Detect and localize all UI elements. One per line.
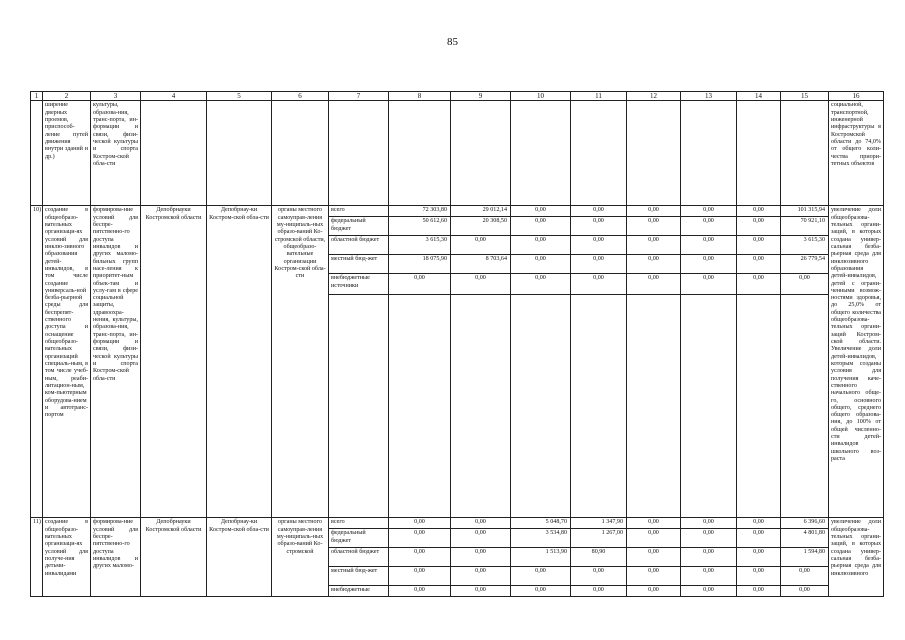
value-cell: 0,00 [681,518,737,529]
cell [627,295,681,518]
value-cell: 0,00 [737,255,781,274]
cell [511,101,571,206]
column-header: 11 [571,92,627,101]
value-cell: 0,00 [511,206,571,217]
source-cell: внебюджетные источники [329,274,389,295]
column-header: 2 [43,92,91,101]
cell: формирова-ние условий для беспре-пятственно-го доступа инвалидов и других маломо- [91,518,141,597]
value-cell: 0,00 [681,217,737,236]
value-cell: 0,00 [681,274,737,295]
value-cell: 0,00 [627,255,681,274]
value-cell: 0,00 [737,274,781,295]
row-number: 10) [31,206,43,518]
column-header: 7 [329,92,389,101]
cell: увеличение доли общеобразова-тельных органи-заций, в которых создана универ-сальная безба-рьерная среда для инклюзивного [829,518,884,597]
cell [627,101,681,206]
program-table [30,91,884,597]
value-cell: 0,00 [451,518,511,529]
source-cell: внебюджетные [329,586,389,597]
value-cell: 0,00 [737,518,781,529]
source-cell: всего [329,518,389,529]
value-cell: 0,00 [451,529,511,548]
cell [31,101,43,206]
value-cell: 70 921,10 [781,217,829,236]
cell [329,101,389,206]
cell [389,295,451,518]
cell [737,295,781,518]
value-cell: 1 594,80 [781,548,829,567]
value-cell: 6 396,60 [781,518,829,529]
value-cell: 72 303,80 [389,206,451,217]
column-header: 13 [681,92,737,101]
column-header: 6 [272,92,329,101]
column-header: 12 [627,92,681,101]
value-cell: 0,00 [511,255,571,274]
value-cell: 0,00 [389,274,451,295]
column-header: 3 [91,92,141,101]
value-cell: 4 801,80 [781,529,829,548]
value-cell: 0,00 [571,274,627,295]
source-cell: областной бюджет [329,548,389,567]
value-cell: 1 347,90 [571,518,627,529]
value-cell: 0,00 [627,518,681,529]
value-cell: 0,00 [571,236,627,255]
value-cell: 0,00 [737,567,781,586]
column-header: 1 [31,92,43,101]
value-cell: 0,00 [627,529,681,548]
cell [451,101,511,206]
value-cell: 0,00 [511,217,571,236]
column-header: 9 [451,92,511,101]
cell [781,101,829,206]
cell: ширение дверных проемов, приспособ-ление путей движения внутри зданий и др.) [43,101,91,206]
value-cell: 0,00 [627,274,681,295]
value-cell: 101 315,94 [781,206,829,217]
value-cell: 29 012,14 [451,206,511,217]
value-cell: 26 779,54 [781,255,829,274]
value-cell: 0,00 [389,518,451,529]
value-cell: 0,00 [681,548,737,567]
cell [681,295,737,518]
value-cell: 18 075,90 [389,255,451,274]
value-cell: 0,00 [571,206,627,217]
value-cell: 0,00 [737,217,781,236]
value-cell: 0,00 [781,567,829,586]
column-header: 4 [141,92,207,101]
value-cell: 0,00 [389,567,451,586]
cell [272,101,329,206]
value-cell: 0,00 [511,274,571,295]
value-cell: 0,00 [627,236,681,255]
value-cell: 0,00 [389,548,451,567]
value-cell: 0,00 [627,217,681,236]
value-cell: 0,00 [571,567,627,586]
source-cell: федеральный бюджет [329,529,389,548]
value-cell: 0,00 [627,586,681,597]
value-cell: 0,00 [737,586,781,597]
value-cell: 0,00 [511,567,571,586]
value-cell: 0,00 [681,586,737,597]
value-cell: 0,00 [451,586,511,597]
value-cell: 0,00 [451,274,511,295]
value-cell: 0,00 [737,548,781,567]
cell: Депобрнау-ки Костром-ской обла-сти [207,206,272,518]
cell: создание в общеобразо-вательных организаци-ях условий для получе-ния детьми-инвалидами [43,518,91,597]
value-cell: 0,00 [389,529,451,548]
value-cell: 0,00 [737,236,781,255]
cell: Депобрнау-ки Костром-ской обла-сти [207,518,272,597]
source-cell: местный бюд-жет [329,567,389,586]
source-cell: местный бюд-жет [329,255,389,274]
value-cell: 0,00 [781,274,829,295]
value-cell: 50 612,60 [389,217,451,236]
value-cell: 0,00 [451,236,511,255]
cell [141,101,207,206]
value-cell: 1 267,00 [571,529,627,548]
value-cell: 0,00 [681,206,737,217]
cell [451,295,511,518]
cell: Депобрнауки Костромской области [141,518,207,597]
value-cell: 0,00 [737,529,781,548]
page-number: 85 [447,36,458,48]
value-cell: 0,00 [681,529,737,548]
value-cell: 0,00 [389,586,451,597]
cell: создание в общеобразо-вательных организаци-ях условий для инклю-зивного образования детей-инвалидов, в том числе создание универсаль-ной безба-рьерной среды для беспрепят-ственного доступа и оснащение общеобразо-вательных организаций специаль-ным, в том числе учеб-ным, реаби-литацион-ным, ком-пьютерным оборудова-нием и автотранс-портом [43,206,91,518]
table-row-11 [31,518,884,529]
cell [571,295,627,518]
value-cell: 1 513,90 [511,548,571,567]
cell: органы местного самоуправ-ления му-ниципаль-ных образо-ваний Ко-стромской области, общеобразо-вательные организации Костром-ской обла-сти [272,206,329,518]
value-cell: 3 615,30 [389,236,451,255]
value-cell: 0,00 [627,567,681,586]
cell [389,101,451,206]
column-header: 5 [207,92,272,101]
value-cell: 0,00 [571,586,627,597]
value-cell: 0,00 [737,206,781,217]
value-cell: 0,00 [681,236,737,255]
value-cell: 0,00 [627,548,681,567]
value-cell: 20 308,50 [451,217,511,236]
cell: формирова-ние условий для беспре-пятственно-го доступа инвалидов и других маломо-бильных групп насе-ления к приоритет-ным объек-там и услу-гам в сфере социальной защиты, здравоохра-нения, культуры, образова-ния, транс-порта, ин-формации и связи, физи-ческой культуры и спорта Костром-ской обла-сти [91,206,141,518]
value-cell: 0,00 [781,586,829,597]
value-cell: 8 703,64 [451,255,511,274]
cell [781,295,829,518]
value-cell: 0,00 [571,217,627,236]
cell: Депобрнауки Костромской области [141,206,207,518]
value-cell: 0,00 [451,548,511,567]
cell [681,101,737,206]
value-cell: 3 615,30 [781,236,829,255]
source-cell: всего [329,206,389,217]
column-header: 8 [389,92,451,101]
value-cell: 5 048,70 [511,518,571,529]
table-row-10 [31,206,884,217]
cell [737,101,781,206]
cell: увеличение доли общеобразова-тельных органи-заций, в которых создана универ-сальная безба-рьерная среда для инклюзивного образования детей-инвалидов, детей с ограни-ченными возмож-ностями здоровья, до 25,0% от общего количества общеобразова-тельных органи-заций Костром-ской области. Увеличение доли детей-инвалидов, которым созданы условия для получения каче-ственного начального обще-го, основного общего, среднего общего образова-ния, до 100% от общей численно-сти детей-инвалидов школьного воз-раста [829,206,884,518]
column-header: 14 [737,92,781,101]
value-cell: 0,00 [681,567,737,586]
header-row [31,92,884,101]
cell: социальной, транспортной, инженерной инфраструктуры в Костромской области до 74,0% от общего коли-чества приори-тетных объектов [829,101,884,206]
cell [329,295,389,518]
source-cell: федеральный бюджет [329,217,389,236]
cell: органы местного самоуправ-ления му-ниципаль-ных образо-ваний Ко-стромской [272,518,329,597]
cell [511,295,571,518]
value-cell: 0,00 [511,586,571,597]
value-cell: 0,00 [681,255,737,274]
value-cell: 0,00 [451,567,511,586]
cell: культуры, образова-ния, транс-порта, ин-формации и связи, физи-ческой культуры и спорта Костром-ской обла-сти [91,101,141,206]
column-header: 16 [829,92,884,101]
value-cell: 3 534,80 [511,529,571,548]
source-cell: областной бюджет [329,236,389,255]
cell [571,101,627,206]
value-cell: 0,00 [511,236,571,255]
column-header: 15 [781,92,829,101]
row-number: 11) [31,518,43,597]
cell [207,101,272,206]
value-cell: 80,90 [571,548,627,567]
continuation-row [31,101,884,206]
column-header: 10 [511,92,571,101]
value-cell: 0,00 [627,206,681,217]
value-cell: 0,00 [571,255,627,274]
